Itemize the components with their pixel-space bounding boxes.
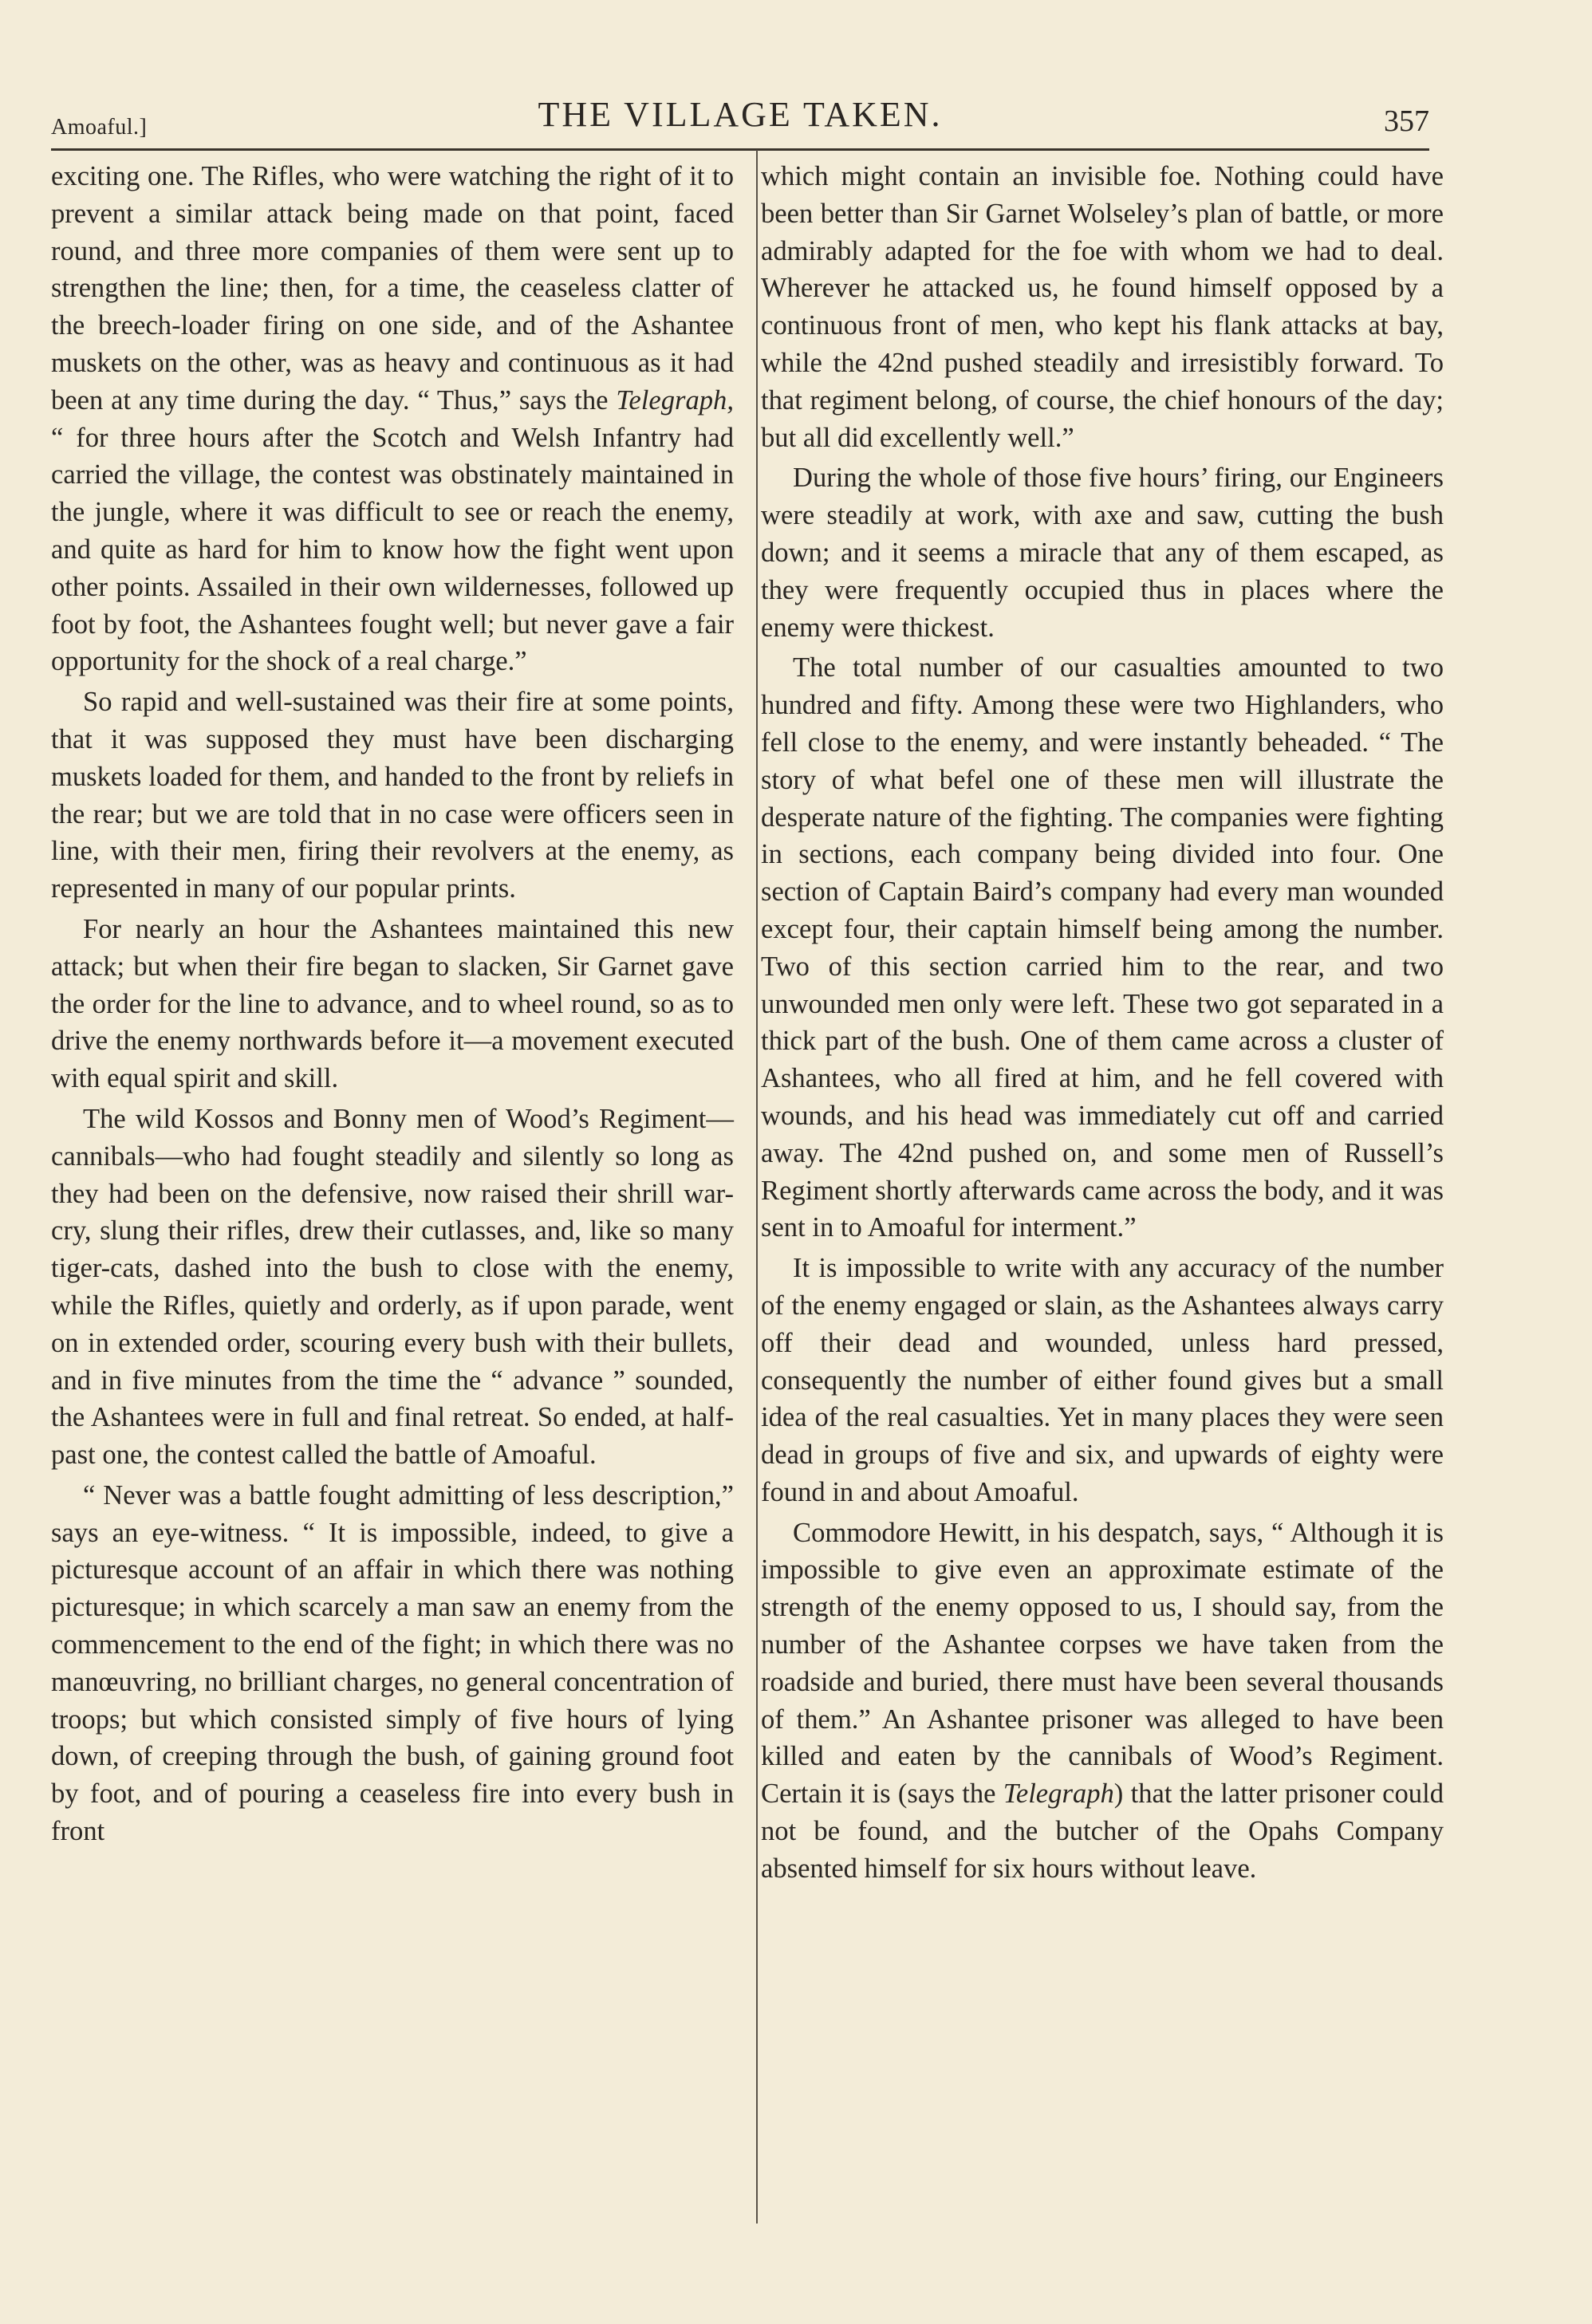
paragraph: The wild Kossos and Bonny men of Wood’s Regiment—cannibals—who had fought steadily and silently so long as they had been on the defensive, now raised their shrill war-cry, slung their rifles, drew their cutlasses, and, like so many tiger-cats, dashed into the bush to close with the enemy, while the Rifles, quietly and orderly, as if upon parade, went on in extended order, scouring every bush with their bullets, and in five minutes from the time the “ advance ” sounded, the Ashantees were in full and final retreat. So ended, at half-past one, the contest called the battle of Amoaful. <box>51 1103 734 1471</box>
paragraph: For nearly an hour the Ashantees maintained this new attack; but when their fire began to slacken, Sir Garnet gave the order for the line to advance, and to wheel round, so as to drive the enemy northwards before it—a movement executed with equal spirit and skill. <box>51 913 734 1094</box>
paragraph: exciting one. The Rifles, who were watching the right of it to prevent a similar attack being made on that point, faced round, and three more companies of them were sent up to strengthen the line; then, for a time, the ceaseless clatter of the breech-loader firing on one side, and of the Ashantee muskets on the other, was as heavy and continuous as it had been at any time during the day. “ Thus,” says the Telegraph, “ for three hours after the Scotch and Welsh Infantry had carried the village, the contest was obstinately maintained in the jungle, where it was difficult to see or reach the enemy, and quite as hard for him to know how the fight went upon other points. Assailed in their own wildernesses, followed up foot by foot, the Ashantees fought well; but never gave a fair opportunity for the shock of a real charge.” <box>51 161 734 677</box>
paragraph: It is impossible to write with any accuracy of the number of the enemy engaged or slain, as the Ashantees always carry off their dead and wounded, unless hard pressed, consequently the number of either found gives but a small idea of the real casualties. Yet in many places they were seen dead in groups of five and six, and upwards of eighty were found in and about Amoaful. <box>761 1253 1444 1507</box>
paragraph: Commodore Hewitt, in his despatch, says, “ Although it is impossible to give even an approximate estimate of the strength of the enemy opposed to us, I should say, from the number of the Ashantee corpses we have taken from the roadside and buried, there must have been several thousands of them.” An Ashantee prisoner was alleged to have been killed and eaten by the cannibals of Wood’s Regiment. Certain it is (says the Telegraph) that the latter prisoner could not be found, and the butcher of the Opahs Company absented himself for six hours without leave. <box>761 1517 1444 1884</box>
paragraph: “ Never was a battle fought admitting of less description,” says an eye-witness. “ It is impossible, indeed, to give a picturesque account of an affair in which there was nothing picturesque; in which scarcely a man saw an enemy from the commencement to the end of the fight; in which there was no manœuvring, no brilliant charges, no general concentration of troops; but which consisted simply of five hours of lying down, of creeping through the bush, of gaining ground foot by foot, and of pouring a ceaseless fire into every bush in front <box>51 1479 734 1847</box>
left-column <box>51 158 734 1850</box>
paragraph: During the whole of those five hours’ firing, our Engineers were steadily at work, with axe and saw, cutting the bush down; and it seems a miracle that any of them escaped, as they were frequently occupied thus in places where the enemy were thickest. <box>761 463 1444 643</box>
paragraph: So rapid and well-sustained was their fire at some points, that it was supposed they must have been discharging muskets loaded for them, and handed to the front by reliefs in the rear; but we are told that in no case were officers seen in line, with their men, firing their revolvers at the enemy, as represented in many of our popular prints. <box>51 687 734 904</box>
section-label: Amoaful.] <box>51 115 148 140</box>
paragraph: which might contain an invisible foe. Nothing could have been better than Sir Garnet Wolseley’s plan of battle, or more admirably adapted for the foe with whom we had to deal. Wherever he attacked us, he found himself opposed by a continuous front of men, who kept his flank attacks at bay, while the 42nd pushed steadily and irresistibly forward. To that regiment belong, of course, the chief honours of the day; but all did excellently well.” <box>761 161 1444 453</box>
page-number: 357 <box>1384 104 1429 138</box>
right-column <box>761 158 1444 1888</box>
column-divider <box>756 150 758 2224</box>
header-rule <box>51 148 1429 151</box>
page-title: THE VILLAGE TAKEN. <box>538 95 943 134</box>
running-header <box>51 94 1429 148</box>
paragraph: The total number of our casualties amounted to two hundred and fifty. Among these were two Highlanders, who fell close to the enemy, and were instantly beheaded. “ The story of what befel one of these men will illustrate the desperate nature of the fighting. The companies were fighting in sections, each company being divided into four. One section of Captain Baird’s company had every man wounded except four, their captain himself being among the number. Two of this section carried him to the rear, and two unwounded men only were left. These two got separated in a thick part of the bush. One of them came across a cluster of Ashantees, who all fired at him, and he fell covered with wounds, and his head was immediately cut off and carried away. The 42nd pushed on, and some men of Russell’s Regiment shortly afterwards came across the body, and it was sent in to Amoaful for interment.” <box>761 652 1444 1243</box>
